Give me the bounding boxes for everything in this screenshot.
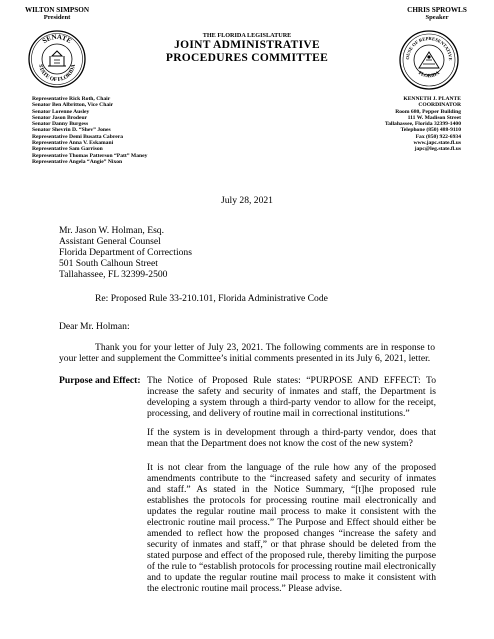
speaker-block — [382, 6, 492, 22]
purpose-paragraph-2: If the system is in development through a third-party vendor, does that mean that the Department does not know the cost of the new system? — [147, 427, 436, 449]
member-line: Senator Jason Brodeur — [32, 114, 88, 121]
speaker-name: CHRIS SPROWLS — [407, 6, 467, 14]
recipient-line: 501 South Calhoun Street — [59, 258, 158, 269]
member-line: Representative Demi Busatta Cabrera — [32, 133, 123, 140]
letter-date: July 28, 2021 — [221, 195, 273, 206]
member-line: Representative Angela “Angie” Nixon — [32, 158, 123, 165]
contact-line: Fax (850) 922-6934 — [415, 133, 461, 140]
house-seal — [399, 30, 459, 90]
senate-seal-side-text: STATE OF FLORIDA — [37, 63, 77, 84]
legislature-name: THE FLORIDA LEGISLATURE — [202, 32, 292, 39]
purpose-paragraph-3: It is not clear from the language of the rule how any of the proposed amendments contribute to the “increased safety and security of inmates and staff.” As stated in the Notice Summary, “[t]he proposed rule establishes the protocols for processing routine mail electronically and updates the regular routine mail process to make it consistent with the electronic routine mail process.” The Purpose and Effect should either be amended to reflect how the proposed changes “increase the safety and security of inmates and staff,” or that phrase should be deleted from the stated purpose and effect of the proposed rule, thereby limiting the purpose of the rule to “establish protocols for processing routine mail electronically and to update the regular routine mail process to make it consistent with the electronic routine mail process.” Please advise. — [147, 462, 436, 594]
member-line: Senator Shevrin D. “Shev” Jones — [32, 127, 111, 134]
contact-line: Telephone (850) 488-9110 — [400, 127, 461, 134]
recipient-line: Tallahassee, FL 32399-2500 — [59, 269, 168, 280]
member-line: Representative Thomas Patterson “Patt” Maney — [32, 152, 148, 159]
president-title: President — [43, 14, 71, 21]
coordinator-contact-block — [330, 96, 461, 153]
member-line: Senator Ben Albritton, Vice Chair — [32, 102, 114, 109]
senate-seal — [28, 30, 86, 88]
member-line: Representative Anna V. Eskamani — [32, 140, 114, 147]
contact-line: 111 W. Madison Street — [407, 114, 461, 121]
section-label: Purpose and Effect: — [59, 375, 141, 386]
president-block — [2, 6, 112, 22]
senate-seal-top-text: SENATE — [40, 32, 74, 46]
recipient-line: Mr. Jason W. Holman, Esq. — [59, 225, 165, 236]
member-line: Representative Rick Roth, Chair — [32, 96, 111, 102]
contact-line: www.japc.state.fl.us — [413, 140, 461, 147]
house-seal-bottom-text: FLORIDA — [417, 71, 441, 80]
committee-name-line1: JOINT ADMINISTRATIVE — [174, 39, 320, 51]
president-name: WILTON SIMPSON — [24, 6, 90, 14]
recipient-line: Florida Department of Corrections — [59, 247, 192, 258]
committee-name-line2: PROCEDURES COMMITTEE — [165, 52, 329, 64]
speaker-title: Speaker — [425, 14, 449, 21]
salutation: Dear Mr. Holman: — [59, 321, 130, 332]
committee-members-list — [32, 96, 232, 165]
contact-line: japc@leg.state.fl.us — [414, 146, 461, 153]
member-line: Senator Danny Burgess — [32, 121, 89, 128]
contact-line: Tallahassee, Florida 32399-1400 — [384, 121, 461, 128]
letterhead-title — [120, 32, 374, 65]
re-line: Re: Proposed Rule 33-210.101, Florida Administrative Code — [95, 293, 328, 304]
purpose-paragraph-1: The Notice of Proposed Rule states: “PURPOSE AND EFFECT: To increase the safety and security of inmates and staff, the Department is developing a system through a third-party vendor to allow for the receipt, processing, and delivery of routine mail in correctional institutions.” — [147, 375, 436, 419]
contact-line: KENNETH J. PLANTE — [403, 96, 461, 102]
contact-line: Room 680, Pepper Building — [395, 108, 461, 115]
recipient-address — [59, 225, 319, 280]
intro-paragraph: Thank you for your letter of July 23, 2021. The following comments are in response to your letter and supplement the Committee’s initial comments presented in its July 6, 2021, letter. — [59, 342, 435, 364]
recipient-line: Assistant General Counsel — [59, 236, 161, 247]
contact-line: COORDINATOR — [418, 102, 461, 109]
member-line: Representative Sam Garrison — [32, 146, 103, 153]
member-line: Senator Lorenne Ausley — [32, 108, 90, 115]
house-seal-text: OUSE OF REPRESENTATIVE — [404, 35, 454, 61]
